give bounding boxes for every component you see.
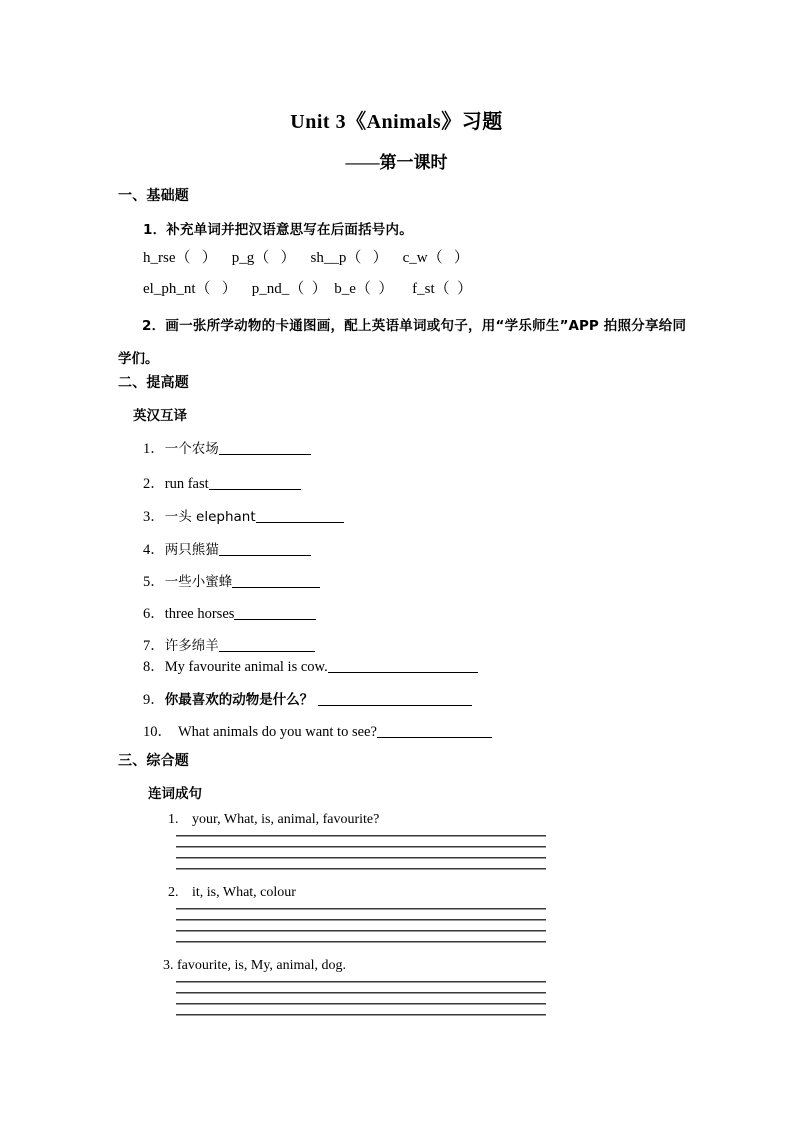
translate-item-8-num: 8．	[143, 659, 165, 675]
answer-line[interactable]	[176, 930, 546, 932]
question-1-label: 1．补充单词并把汉语意思写在后面括号内。	[143, 222, 413, 238]
translate-item-9-num: 9．	[143, 692, 165, 708]
order-item-2-answer-lines[interactable]	[176, 908, 546, 943]
word-blank-row-1: h_rse（ ） p_g（ ） sh__p（ ） c_w（ ）	[143, 250, 469, 266]
translate-item-3	[143, 505, 344, 526]
translate-item-3-num: 3．	[143, 509, 165, 525]
order-item-1-answer-lines[interactable]	[176, 835, 546, 870]
answer-line[interactable]	[176, 857, 546, 859]
translate-item-3-blank[interactable]	[256, 509, 344, 523]
section-heading-3: 三、综合题	[118, 753, 189, 769]
order-item-3-text: favourite, is, My, animal, dog.	[177, 958, 347, 973]
section-heading-2: 二、提高题	[118, 375, 189, 391]
answer-line[interactable]	[176, 846, 546, 848]
translate-item-9-text: 你最喜欢的动物是什么？	[164, 692, 318, 708]
translate-item-2	[143, 472, 301, 493]
translate-item-8	[143, 655, 478, 676]
answer-line[interactable]	[176, 908, 546, 910]
order-item-2-text: it, is, What, colour	[192, 885, 296, 900]
translate-item-4-blank[interactable]	[219, 542, 311, 556]
page-title: Unit 3《Animals》习题	[290, 111, 503, 133]
translate-item-6-blank[interactable]	[234, 606, 316, 620]
order-item-3-answer-lines[interactable]	[176, 981, 546, 1016]
translate-item-1	[143, 437, 311, 458]
translate-item-6	[143, 602, 316, 623]
answer-line[interactable]	[176, 1014, 546, 1016]
translate-item-6-num: 6．	[143, 606, 165, 622]
translate-item-2-blank[interactable]	[209, 476, 301, 490]
translate-item-3-text: 一头 elephant	[164, 509, 256, 525]
order-item-2-num: 2.	[168, 885, 179, 900]
translate-item-6-text: three horses	[164, 606, 235, 622]
translate-item-8-text: My favourite animal is cow.	[164, 659, 328, 675]
translate-item-5-num: 5．	[143, 574, 165, 590]
answer-line[interactable]	[176, 941, 546, 943]
order-item-3	[163, 958, 346, 974]
section-heading-1: 一、基础题	[118, 188, 189, 204]
translate-item-8-blank[interactable]	[328, 659, 478, 673]
translate-item-7-blank[interactable]	[219, 638, 315, 652]
translate-item-4-text: 两只熊猫	[164, 542, 219, 558]
order-item-3-num: 3.	[163, 958, 174, 973]
order-item-1	[168, 812, 379, 828]
translate-item-1-text: 一个农场	[164, 441, 219, 457]
translate-item-1-num: 1．	[143, 441, 165, 457]
translate-item-2-num: 2．	[143, 476, 165, 492]
answer-line[interactable]	[176, 868, 546, 870]
answer-line[interactable]	[176, 981, 546, 983]
translate-item-7-text: 许多绵羊	[164, 638, 219, 654]
translate-item-9	[143, 688, 472, 709]
translate-item-5-text: 一些小蜜蜂	[164, 574, 233, 590]
page-subtitle: ——第一课时	[345, 153, 448, 172]
translate-item-10	[143, 720, 492, 741]
translate-item-9-blank[interactable]	[318, 692, 472, 706]
translate-item-7	[143, 634, 315, 655]
translate-item-10-num: 10．	[143, 724, 172, 740]
answer-line[interactable]	[176, 992, 546, 994]
answer-line[interactable]	[176, 835, 546, 837]
subheading-translate: 英汉互译	[133, 408, 187, 424]
order-item-1-text: your, What, is, animal, favourite?	[192, 812, 380, 827]
translate-item-4	[143, 538, 311, 559]
word-blank-row-2: el_ph_nt（ ） p_nd_（ ） b_e（ ） f_st（ ）	[143, 281, 473, 297]
translate-item-7-num: 7．	[143, 638, 165, 654]
translate-item-5	[143, 570, 320, 591]
translate-item-10-text: What animals do you want to see?	[178, 724, 377, 740]
translate-item-4-num: 4．	[143, 542, 165, 558]
translate-item-1-blank[interactable]	[219, 441, 311, 455]
question-2-label: 2．画一张所学动物的卡通图画，配上英语单词或句子，用“学乐师生”APP 拍照分享给同学们。	[118, 318, 686, 367]
translate-item-10-blank[interactable]	[377, 724, 492, 738]
answer-line[interactable]	[176, 1003, 546, 1005]
subheading-word-order: 连词成句	[148, 786, 202, 802]
translate-item-2-text: run fast	[164, 476, 209, 492]
translate-item-5-blank[interactable]	[232, 574, 320, 588]
answer-line[interactable]	[176, 919, 546, 921]
order-item-1-num: 1.	[168, 812, 179, 827]
order-item-2	[168, 885, 296, 901]
